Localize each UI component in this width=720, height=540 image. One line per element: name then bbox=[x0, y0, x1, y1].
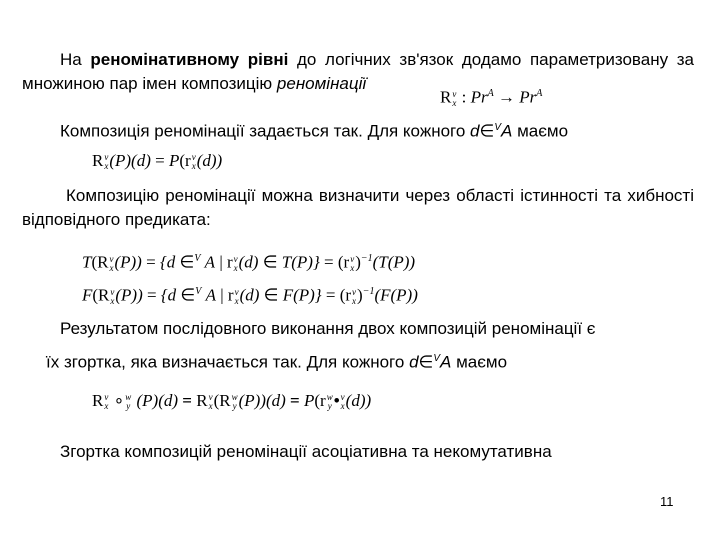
paragraph-truth-domains: Композицію реномінації можна визначити через області істинності та хибності відповідного предиката: bbox=[22, 186, 694, 229]
formula-convolution: R v x ∘ w y (P)(d) = R v x (R w y (P))(d) = P(r w y • v x (d)) bbox=[92, 391, 372, 412]
formula-truth-domain: T(R v x (P)) = {d ∈$^V$ A | r v x (d) ∈ T(P)} = (r v x )$^{-1}$(T(P)) bbox=[82, 252, 416, 273]
paragraph-definition: Композиція реномінації задається так. Для кожного d∈$^V$A маємо bbox=[60, 121, 569, 141]
paragraph-intro: На реномінативному рівні до логічних зв'язок додамо параметризовану за множиною пар імен композицію реномінації bbox=[22, 50, 694, 93]
formula-signature: R v x : $Pr^A \to Pr^A$ bbox=[440, 87, 543, 108]
formula-falsity-domain: F(R v x (P)) = {d ∈$^V$ A | r v x (d) ∈ F(P)} = (r v x )$^{-1}$(F(P)) bbox=[82, 285, 418, 306]
paragraph-convolution-line1: Результатом послідовного виконання двох композицій реномінації є bbox=[60, 319, 596, 338]
paragraph-convolution-line2: їх згортка, яка визначається так. Для кожного d∈$^V$A маємо bbox=[46, 352, 508, 372]
paragraph-associativity: Згортка композицій реномінації асоціативна та некомутативна bbox=[60, 442, 552, 461]
page-number: 11 bbox=[660, 494, 674, 509]
term-renomination: реномінації bbox=[276, 74, 367, 93]
formula-definition: R v x (P)(d) = P(r v x (d)) bbox=[92, 151, 223, 172]
term-renominative-level: реномінативному рівні bbox=[90, 50, 289, 69]
